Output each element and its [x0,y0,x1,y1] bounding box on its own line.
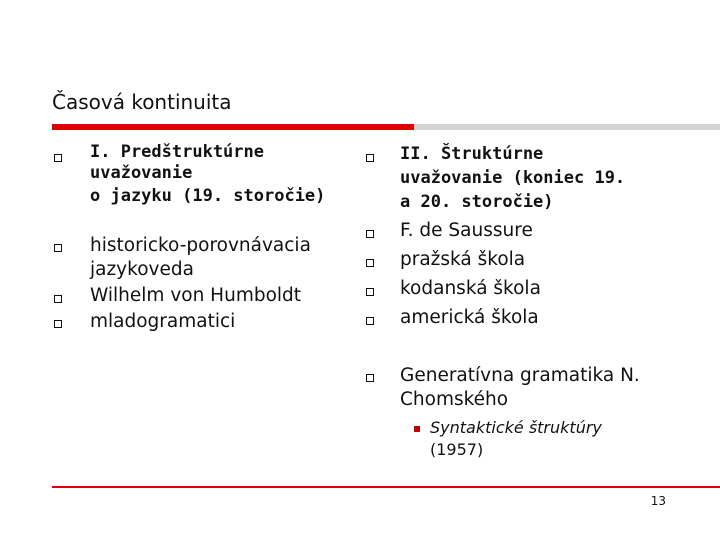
right-item: kodanská škola [400,278,541,299]
right-item: americká škola [400,307,539,328]
bullet-box-icon [54,154,62,162]
left-heading [90,140,325,208]
title-rule-red [52,124,414,130]
right-heading-line: a 20. storočie) [400,192,554,212]
left-item-3: mladogramatici [90,311,236,332]
left-heading-line: I. Predštruktúrne [90,142,264,162]
bullet-box-icon [54,244,62,252]
bullet-box-icon [366,230,374,238]
left-item-1-line: jazykoveda [90,259,194,280]
left-item-2: Wilhelm von Humboldt [90,285,302,306]
bullet-box-icon [54,320,62,328]
slide-title: Časová kontinuita [52,90,232,114]
sub-bullet-square-icon [414,426,420,432]
left-heading-line: uvažovanie [90,163,193,183]
generative-grammar-line: Chomského [400,389,509,410]
sub-item-title: Syntaktické štruktúry [430,418,602,437]
footer-rule [52,486,720,488]
left-item-1 [90,234,311,282]
bullet-box-icon [366,154,374,162]
bullet-box-icon [366,374,374,382]
left-item-1-line: historicko-porovnávacia [90,235,311,256]
sub-item-year: (1957) [430,440,484,459]
right-heading [400,142,625,214]
generative-grammar [400,364,640,412]
bullet-box-icon [366,317,374,325]
right-heading-line: II. Štruktúrne [400,144,544,164]
right-heading-line: uvažovanie (koniec 19. [400,168,626,188]
right-item: F. de Saussure [400,220,533,241]
page-number: 13 [650,494,666,508]
sub-item [430,417,602,461]
bullet-box-icon [366,259,374,267]
generative-grammar-line: Generatívna gramatika N. [400,365,640,386]
bullet-box-icon [366,288,374,296]
bullet-box-icon [54,295,62,303]
left-heading-line: o jazyku (19. storočie) [90,186,326,206]
right-item: pražská škola [400,249,526,270]
